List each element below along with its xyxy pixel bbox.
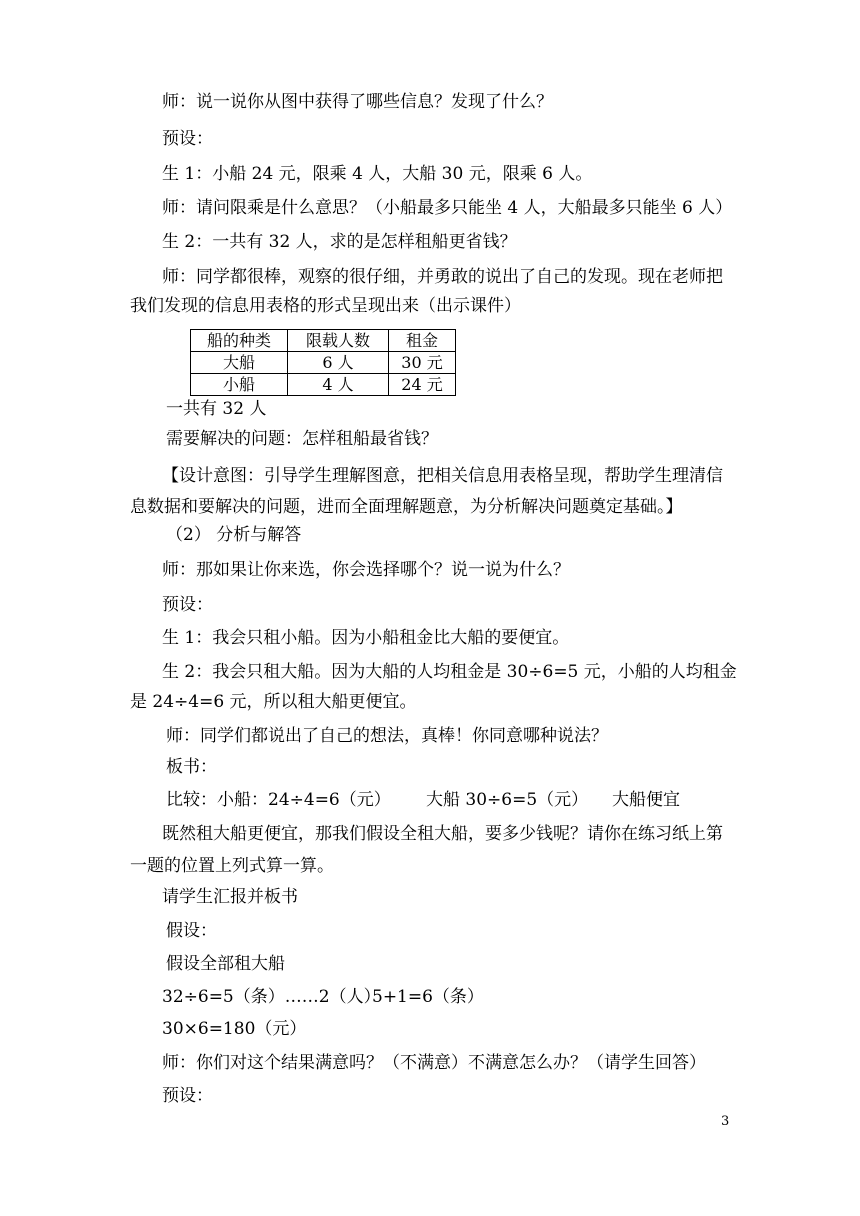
- table-cell: 6 人: [288, 352, 389, 374]
- boat-info-table: [190, 329, 456, 396]
- table-cell: 24 元: [389, 374, 456, 396]
- blackboard-label: 板书：: [166, 757, 217, 777]
- calc-cost: 30×6=180（元）: [162, 1019, 307, 1039]
- table-header: 租金: [389, 330, 456, 352]
- report-instruction: 请学生汇报并板书: [162, 887, 298, 907]
- student-answer-4: 生 2：我会只租大船。因为大船的人均租金是 30÷6=5 元，小船的人均租金: [162, 662, 737, 682]
- preset-label: 预设：: [162, 595, 213, 615]
- table-cell: 4 人: [288, 374, 389, 396]
- design-intent: 【设计意图：引导学生理解图意，把相关信息用表格呈现，帮助学生理清信: [162, 466, 723, 486]
- table-header: 船的种类: [191, 330, 288, 352]
- page-number: 3: [721, 1114, 730, 1129]
- table-row: [191, 352, 456, 374]
- student-answer-3: 生 1：我会只租小船。因为小船租金比大船的要便宜。: [162, 628, 570, 648]
- teacher-remark-2: 师：同学们都说出了自己的想法，真棒！你同意哪种说法？: [166, 726, 608, 746]
- calc-boats: 32÷6=5（条）……2（人）: [162, 987, 381, 1007]
- table-cell: 大船: [191, 352, 288, 374]
- comparison-small-boat: 比较：小船：24÷4=6（元）: [166, 790, 391, 810]
- teacher-remark-cont: 我们发现的信息用表格的形式呈现出来（出示课件）: [130, 296, 521, 316]
- total-people: 一共有 32 人: [166, 399, 267, 419]
- preset-label: 预设：: [162, 129, 213, 149]
- teacher-question-1: 师：说一说你从图中获得了哪些信息？发现了什么？: [162, 92, 553, 112]
- teacher-question-4: 师：你们对这个结果满意吗？（不满意）不满意怎么办？（请学生回答）: [162, 1053, 706, 1073]
- student-answer-4-cont: 是 24÷4=6 元，所以租大船更便宜。: [130, 692, 417, 712]
- section-heading: （2） 分析与解答: [166, 525, 302, 545]
- table-header: 限载人数: [288, 330, 389, 352]
- teacher-question-3: 师：那如果让你来选，你会选择哪个？说一说为什么？: [162, 560, 570, 580]
- design-intent-cont: 息数据和要解决的问题，进而全面理解题意，为分析解决问题奠定基础。】: [130, 497, 683, 517]
- student-answer-1: 生 1：小船 24 元，限乘 4 人，大船 30 元，限乘 6 人。: [162, 164, 593, 184]
- table-cell: 30 元: [389, 352, 456, 374]
- problem-statement: 需要解决的问题：怎样租船最省钱？: [166, 429, 438, 449]
- assume-all-big-boats: 假设全部租大船: [166, 954, 285, 974]
- student-answer-2: 生 2：一共有 32 人，求的是怎样租船更省钱？: [162, 232, 517, 252]
- assume-label: 假设：: [166, 921, 217, 941]
- comparison-result: 大船便宜: [612, 790, 680, 810]
- table-cell: 小船: [191, 374, 288, 396]
- calc-boats-total: 5+1=6（条）: [372, 987, 484, 1007]
- teacher-prompt-cont: 一题的位置上列式算一算。: [130, 856, 334, 876]
- teacher-remark: 师：同学都很棒，观察的很仔细，并勇敢的说出了自己的发现。现在老师把: [162, 267, 723, 287]
- table-row: [191, 374, 456, 396]
- preset-label: 预设：: [162, 1086, 213, 1106]
- table-header-row: [191, 330, 456, 352]
- teacher-question-2: 师：请问限乘是什么意思？（小船最多只能坐 4 人，大船最多只能坐 6 人）: [162, 198, 733, 218]
- teacher-prompt: 既然租大船更便宜，那我们假设全租大船，要多少钱呢？请你在练习纸上第: [162, 824, 723, 844]
- comparison-big-boat: 大船 30÷6=5（元）: [426, 790, 589, 810]
